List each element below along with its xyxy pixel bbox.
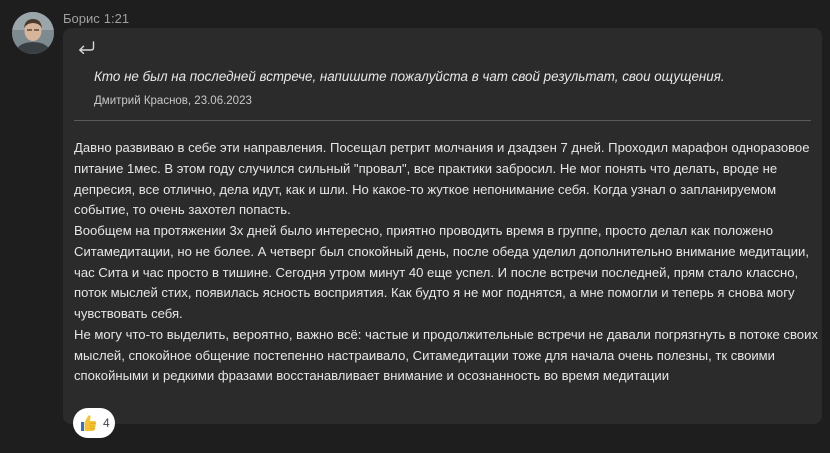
thumbs-up-icon [78, 413, 98, 433]
avatar[interactable] [12, 12, 54, 54]
avatar-photo [12, 12, 54, 54]
message-paragraph: Не могу что-то выделить, вероятно, важно всё: частые и продолжительные встречи не давали погрязгнуть в потоке своих мыслей, спокойное общение постепенно настраивало, Ситамедитации тоже для начала очень полезны, тк своими спокойными и редкими фразами восстанавливает внимание и осознанность во время медитации [74, 326, 818, 384]
quote-divider [74, 120, 811, 121]
message-time: 1:21 [103, 11, 130, 26]
reaction-chip[interactable] [73, 408, 115, 438]
message-paragraph: Давно развиваю в себе эти направления. Посещал ретрит молчания и дзадзен 7 дней. Проходил марафон одноразовое питание 1мес. В этом году случился сильный "провал", все практики забросил. Не мог понять что делать, вроде не депресия, все отлично, дела идут, как и шли. Но какое-то жуткое непонимание себя. Когда узнал о запланируемом событие, то очень захотел попасть. [74, 140, 810, 218]
message-bubble [63, 28, 822, 424]
quoted-message-text[interactable]: Кто не был на последней встрече, напишите пожалуйста в чат свой результат, свои ощущения. [94, 69, 725, 84]
reaction-count: 4 [103, 416, 110, 430]
reply-icon[interactable] [77, 40, 95, 54]
sender-name[interactable]: Борис [63, 11, 100, 26]
message-paragraph: Вообщем на протяжении 3х дней было интересно, приятно проводить время в группе, просто делал как положено Ситамедитации, но не более. А четверг был спокойный день, после обеда уделил дополнительно внимание медитации, час Сита и час просто в тишине. Сегодня утром минут 40 еще успел. И после встречи последней, прям стало классно, поток мыслей стих, появилась ясность восприятия. Как будто я не мог поднятся, а мне помогли и теперь я снова могу чувствовать себя. [74, 223, 810, 321]
message-body [74, 138, 819, 387]
message-header [63, 11, 129, 26]
quoted-message-author-date: Дмитрий Краснов, 23.06.2023 [94, 95, 252, 107]
